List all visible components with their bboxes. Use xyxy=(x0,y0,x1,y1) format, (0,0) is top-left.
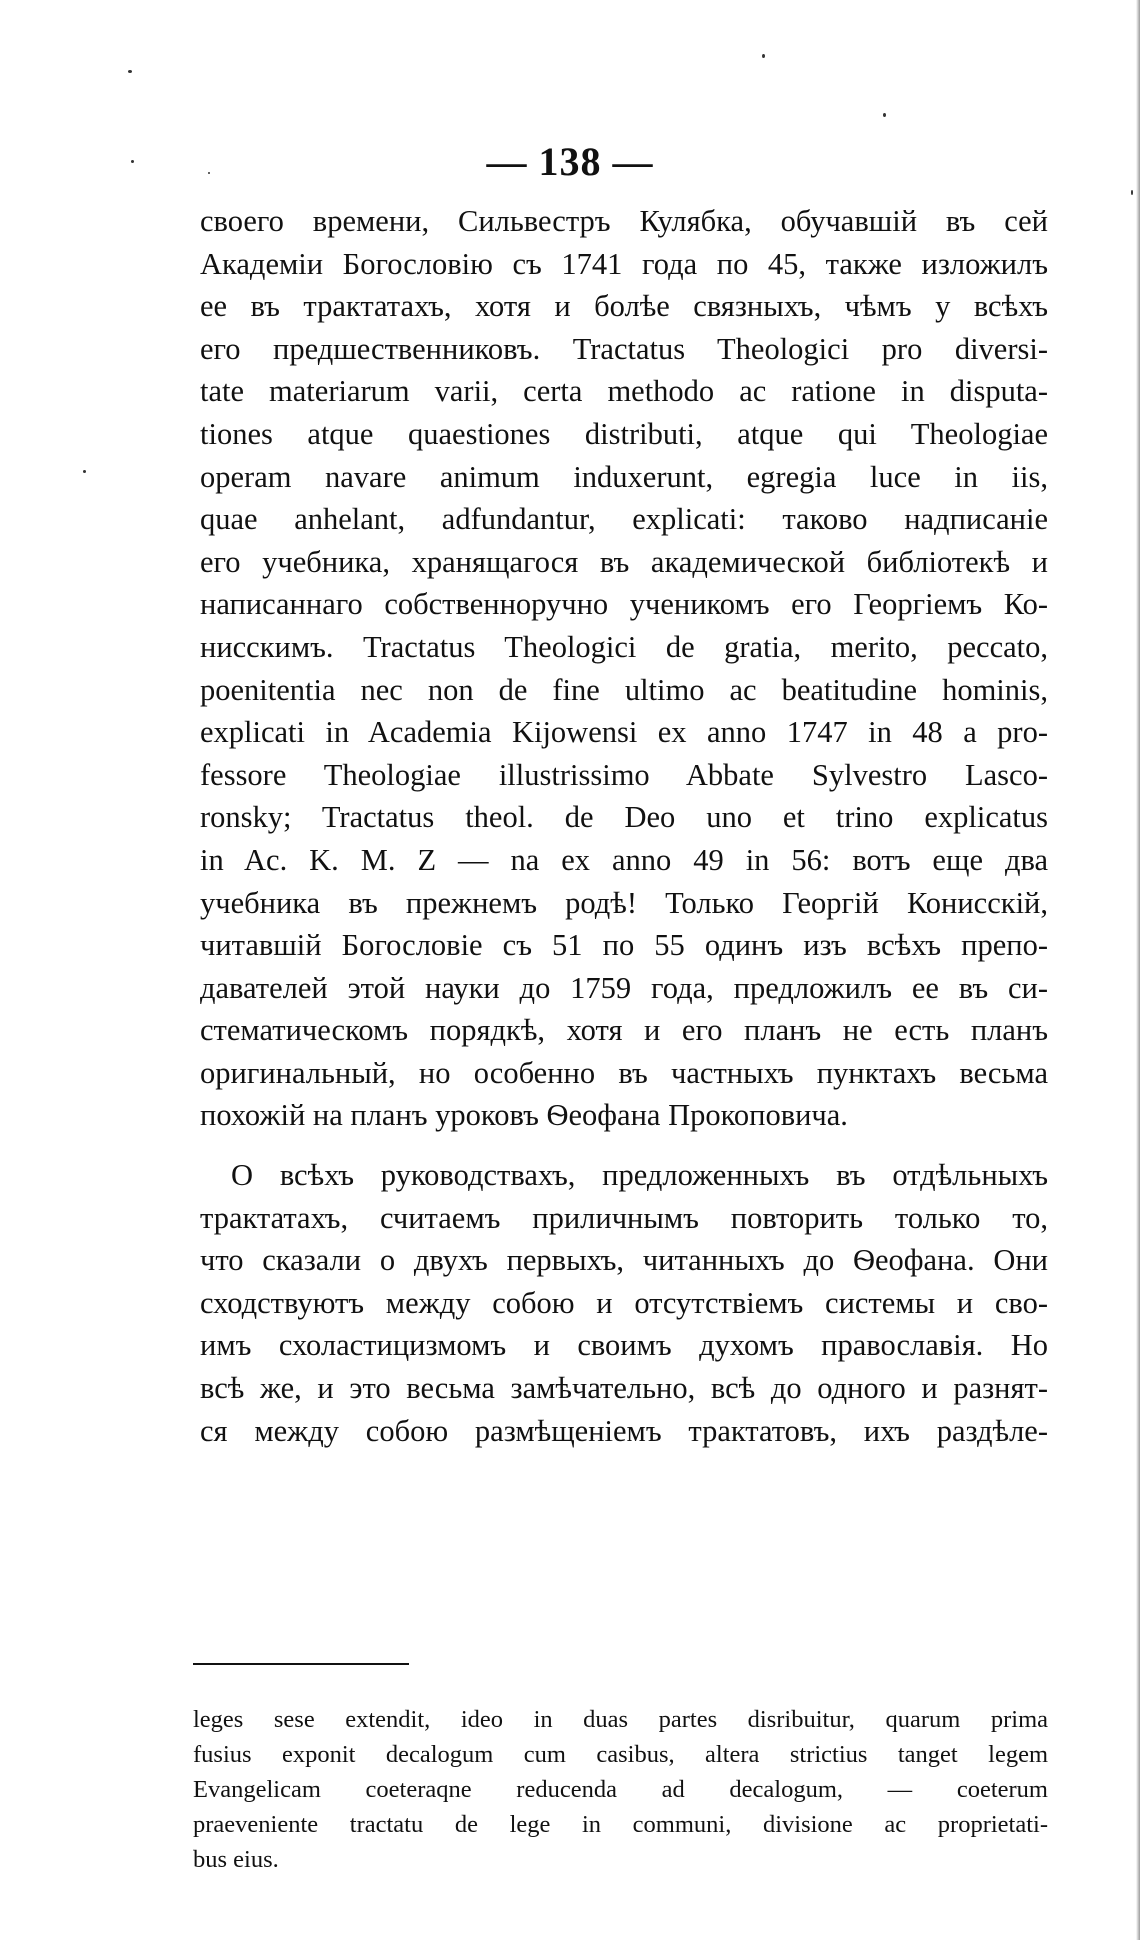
text-line: трактатахъ, считаемъ приличнымъ повторить только то, xyxy=(200,1200,1048,1235)
footnote-line: bus eius. xyxy=(193,1846,279,1873)
text-line: стематическомъ порядкѣ, хотя и его планъ не есть планъ xyxy=(200,1013,1048,1048)
text-line: ronsky; Tractatus theol. de Deo uno et trino explicatus xyxy=(200,800,1048,835)
text-line: fessore Theologiae illustrissimo Abbate Sylvestro Lasco- xyxy=(200,757,1048,792)
text-line: О всѣхъ руководствахъ, предложенныхъ въ отдѣльныхъ xyxy=(231,1158,1048,1192)
text-line: in Ac. K. M. Z — na ex anno 49 in 56: вотъ еще два xyxy=(200,842,1048,877)
text-line: explicati in Academia Kijowensi ex anno 1747 in 48 a pro- xyxy=(200,715,1048,750)
text-line: учебника въ прежнемъ родѣ! Только Георгій Конисскій, xyxy=(200,885,1048,920)
scan-speck xyxy=(883,113,886,117)
footnote xyxy=(193,1702,1048,1877)
text-line: своего времени, Сильвестръ Кулябка, обучавшій въ сей xyxy=(200,204,1048,238)
text-line: ся между собою размѣщеніемъ трактатовъ, ихъ раздѣле- xyxy=(200,1413,1048,1448)
text-line: похожій на планъ уроковъ Ѳеофана Прокоповича. xyxy=(200,1098,848,1133)
text-line: что сказали о двухъ первыхъ, читанныхъ до Ѳеофана. Они xyxy=(200,1243,1048,1278)
scan-speck xyxy=(128,70,132,73)
text-line: Академіи Богословію съ 1741 года по 45, также изложилъ xyxy=(200,246,1048,281)
footnote-line: fusius exponit decalogum cum casibus, altera strictius tanget legem xyxy=(193,1741,1048,1768)
scan-speck xyxy=(83,470,86,473)
text-line: poenitentia nec non de fine ultimo ac beatitudine hominis, xyxy=(200,672,1048,707)
text-line: его учебника, хранящагося въ академической библіотекѣ и xyxy=(200,544,1048,579)
footnote-separator xyxy=(193,1663,409,1665)
text-line: давателей этой науки до 1759 года, предложилъ ее въ си- xyxy=(200,970,1048,1005)
text-line: имъ схоластицизмомъ и своимъ духомъ православія. Но xyxy=(200,1328,1048,1363)
page-edge-shadow xyxy=(1136,0,1140,1940)
text-line: читавшій Богословіе съ 51 по 55 одинъ изъ всѣхъ препо- xyxy=(200,928,1048,963)
page-number: — 138 — xyxy=(486,139,654,184)
text-line: оригинальный, но особенно въ частныхъ пунктахъ весьма xyxy=(200,1055,1048,1090)
footnote-line: leges sese extendit, ideo in duas partes disribuitur, quarum prima xyxy=(193,1706,1048,1733)
text-line: ее въ трактатахъ, хотя и болѣе связныхъ, чѣмъ у всѣхъ xyxy=(200,289,1048,324)
text-line: сходствуютъ между собою и отсутствіемъ системы и сво- xyxy=(200,1285,1048,1320)
scan-speck xyxy=(762,54,765,58)
text-line: operam navare animum induxerunt, egregia luce in iis, xyxy=(200,459,1048,494)
text-line: нисскимъ. Tractatus Theologici de gratia, merito, peccato, xyxy=(200,629,1048,664)
main-paragraph-2 xyxy=(200,1154,1048,1452)
text-line: quae anhelant, adfundantur, explicati: таково надписаніе xyxy=(200,502,1048,537)
main-paragraph-1 xyxy=(200,200,1048,1137)
footnote-line: praeveniente tractatu de lege in communi, divisione ac proprietati- xyxy=(193,1811,1048,1838)
text-line: tiones atque quaestiones distributi, atque qui Theologiae xyxy=(200,416,1048,451)
text-line: написаннаго собственноручно ученикомъ его Георгіемъ Ко- xyxy=(200,587,1048,622)
text-line: его предшественниковъ. Tractatus Theologici pro diversi- xyxy=(200,331,1048,366)
text-line: всѣ же, и это весьма замѣчательно, всѣ до одного и разнят- xyxy=(200,1370,1048,1405)
text-line: tate materiarum varii, certa methodo ac ratione in disputa- xyxy=(200,374,1048,409)
scan-speck xyxy=(1131,190,1133,195)
footnote-line: Evangelicam coeteraqne reducenda ad decalogum, — coeterum xyxy=(193,1776,1048,1803)
